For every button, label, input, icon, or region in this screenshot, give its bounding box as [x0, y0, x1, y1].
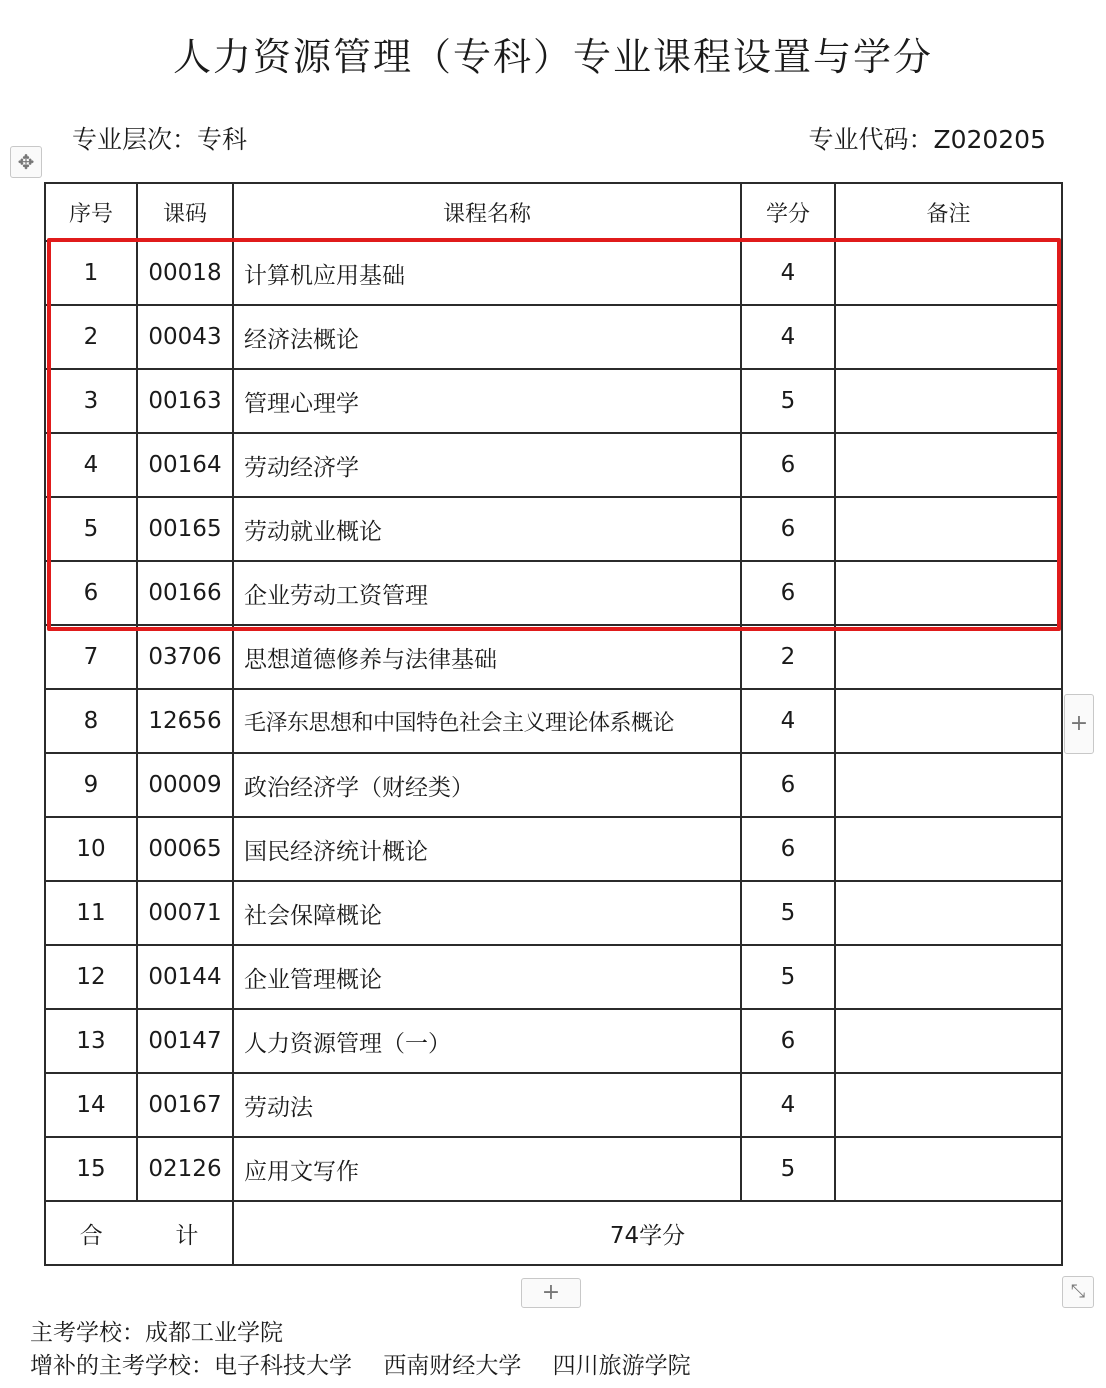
cell-no[interactable]: 11 [45, 881, 137, 945]
table-row [45, 369, 1062, 433]
cell-name[interactable]: 国民经济统计概论 [233, 817, 741, 881]
cell-credit[interactable]: 5 [741, 369, 835, 433]
cell-note[interactable] [835, 433, 1062, 497]
cell-name[interactable]: 劳动经济学 [233, 433, 741, 497]
cell-credit[interactable]: 6 [741, 561, 835, 625]
table-row [45, 497, 1062, 561]
page-title: 人力资源管理（专科）专业课程设置与学分 [172, 35, 933, 79]
cell-note[interactable] [835, 369, 1062, 433]
cell-code[interactable]: 00163 [137, 369, 233, 433]
table-row [45, 625, 1062, 689]
table-row [45, 689, 1062, 753]
cell-no[interactable]: 1 [45, 241, 137, 305]
cell-no[interactable]: 12 [45, 945, 137, 1009]
cell-credit[interactable]: 6 [741, 753, 835, 817]
cell-note[interactable] [835, 1009, 1062, 1073]
cell-no[interactable]: 3 [45, 369, 137, 433]
add-row-plus-icon[interactable]: + [521, 1278, 581, 1308]
cell-credit[interactable]: 5 [741, 881, 835, 945]
cell-code[interactable]: 00009 [137, 753, 233, 817]
cell-code[interactable]: 00165 [137, 497, 233, 561]
cell-note[interactable] [835, 241, 1062, 305]
cell-credit[interactable]: 6 [741, 433, 835, 497]
extra-school-3: 四川旅游学院 [552, 1353, 691, 1379]
cell-name[interactable]: 管理心理学 [233, 369, 741, 433]
total-label-a: 合 [79, 1222, 103, 1249]
cell-note[interactable] [835, 625, 1062, 689]
cell-name[interactable]: 劳动法 [233, 1073, 741, 1137]
cell-credit[interactable]: 2 [741, 625, 835, 689]
cell-name[interactable]: 毛泽东思想和中国特色社会主义理论体系概论 [233, 689, 741, 753]
cell-note[interactable] [835, 561, 1062, 625]
cell-credit[interactable]: 5 [741, 1137, 835, 1201]
cell-credit[interactable]: 4 [741, 305, 835, 369]
header-note: 备注 [835, 183, 1062, 241]
cell-note[interactable] [835, 945, 1062, 1009]
cell-note[interactable] [835, 1137, 1062, 1201]
header-credit: 学分 [741, 183, 835, 241]
cell-name[interactable]: 思想道德修养与法律基础 [233, 625, 741, 689]
cell-code[interactable]: 00065 [137, 817, 233, 881]
cell-note[interactable] [835, 497, 1062, 561]
cell-code[interactable]: 00018 [137, 241, 233, 305]
cell-code[interactable]: 00147 [137, 1009, 233, 1073]
header-code: 课码 [137, 183, 233, 241]
course-table [44, 182, 1063, 1266]
table-row [45, 1073, 1062, 1137]
cell-no[interactable]: 9 [45, 753, 137, 817]
table-row [45, 945, 1062, 1009]
table-row [45, 817, 1062, 881]
table-row [45, 1137, 1062, 1201]
total-value[interactable]: 74学分 [233, 1201, 1062, 1265]
add-column-plus-icon[interactable]: + [1064, 694, 1094, 754]
extra-schools [30, 1347, 715, 1380]
total-label-cell[interactable] [45, 1201, 233, 1265]
main-school: 主考学校：成都工业学院 [30, 1320, 283, 1346]
header-name: 课程名称 [233, 183, 741, 241]
cell-code[interactable]: 12656 [137, 689, 233, 753]
table-row [45, 241, 1062, 305]
cell-code[interactable]: 00166 [137, 561, 233, 625]
total-label-b: 计 [175, 1222, 199, 1249]
cell-credit[interactable]: 4 [741, 689, 835, 753]
cell-name[interactable]: 人力资源管理（一） [233, 1009, 741, 1073]
cell-note[interactable] [835, 689, 1062, 753]
cell-note[interactable] [835, 881, 1062, 945]
header-no: 序号 [45, 183, 137, 241]
cell-code[interactable]: 00144 [137, 945, 233, 1009]
table-header-row [45, 183, 1062, 241]
cell-name[interactable]: 企业管理概论 [233, 945, 741, 1009]
cell-no[interactable]: 10 [45, 817, 137, 881]
major-code: 专业代码：Z020205 [808, 125, 1046, 154]
cell-name[interactable]: 劳动就业概论 [233, 497, 741, 561]
cell-credit[interactable]: 6 [741, 497, 835, 561]
cell-note[interactable] [835, 305, 1062, 369]
cell-credit[interactable]: 6 [741, 817, 835, 881]
cell-credit[interactable]: 6 [741, 1009, 835, 1073]
cell-note[interactable] [835, 817, 1062, 881]
cell-name[interactable]: 社会保障概论 [233, 881, 741, 945]
cell-no[interactable]: 4 [45, 433, 137, 497]
cell-no[interactable]: 5 [45, 497, 137, 561]
cell-no[interactable]: 2 [45, 305, 137, 369]
table-row [45, 881, 1062, 945]
total-row [45, 1201, 1062, 1265]
extra-school-2: 西南财经大学 [383, 1353, 522, 1379]
cell-name[interactable]: 计算机应用基础 [233, 241, 741, 305]
cell-name[interactable]: 经济法概论 [233, 305, 741, 369]
cell-credit[interactable]: 5 [741, 945, 835, 1009]
cell-note[interactable] [835, 753, 1062, 817]
cell-credit[interactable]: 4 [741, 1073, 835, 1137]
cell-code[interactable]: 00167 [137, 1073, 233, 1137]
cell-code[interactable]: 03706 [137, 625, 233, 689]
cell-name[interactable]: 应用文写作 [233, 1137, 741, 1201]
cell-credit[interactable]: 4 [741, 241, 835, 305]
major-level: 专业层次：专科 [72, 125, 248, 154]
cell-note[interactable] [835, 1073, 1062, 1137]
cell-no[interactable]: 13 [45, 1009, 137, 1073]
cell-code[interactable]: 02126 [137, 1137, 233, 1201]
table-move-icon[interactable]: ✥ [10, 146, 42, 178]
table-resize-icon[interactable]: ⤡ [1062, 1276, 1094, 1308]
cell-name[interactable]: 企业劳动工资管理 [233, 561, 741, 625]
table-row [45, 433, 1062, 497]
cell-code[interactable]: 00164 [137, 433, 233, 497]
cell-code[interactable]: 00043 [137, 305, 233, 369]
cell-no[interactable]: 6 [45, 561, 137, 625]
extra-school-1: 增补的主考学校：电子科技大学 [30, 1353, 352, 1379]
table-row [45, 305, 1062, 369]
cell-no[interactable]: 15 [45, 1137, 137, 1201]
cell-no[interactable]: 7 [45, 625, 137, 689]
cell-name[interactable]: 政治经济学（财经类） [233, 753, 741, 817]
cell-code[interactable]: 00071 [137, 881, 233, 945]
cell-no[interactable]: 14 [45, 1073, 137, 1137]
table-row [45, 561, 1062, 625]
cell-no[interactable]: 8 [45, 689, 137, 753]
table-row [45, 1009, 1062, 1073]
table-row [45, 753, 1062, 817]
